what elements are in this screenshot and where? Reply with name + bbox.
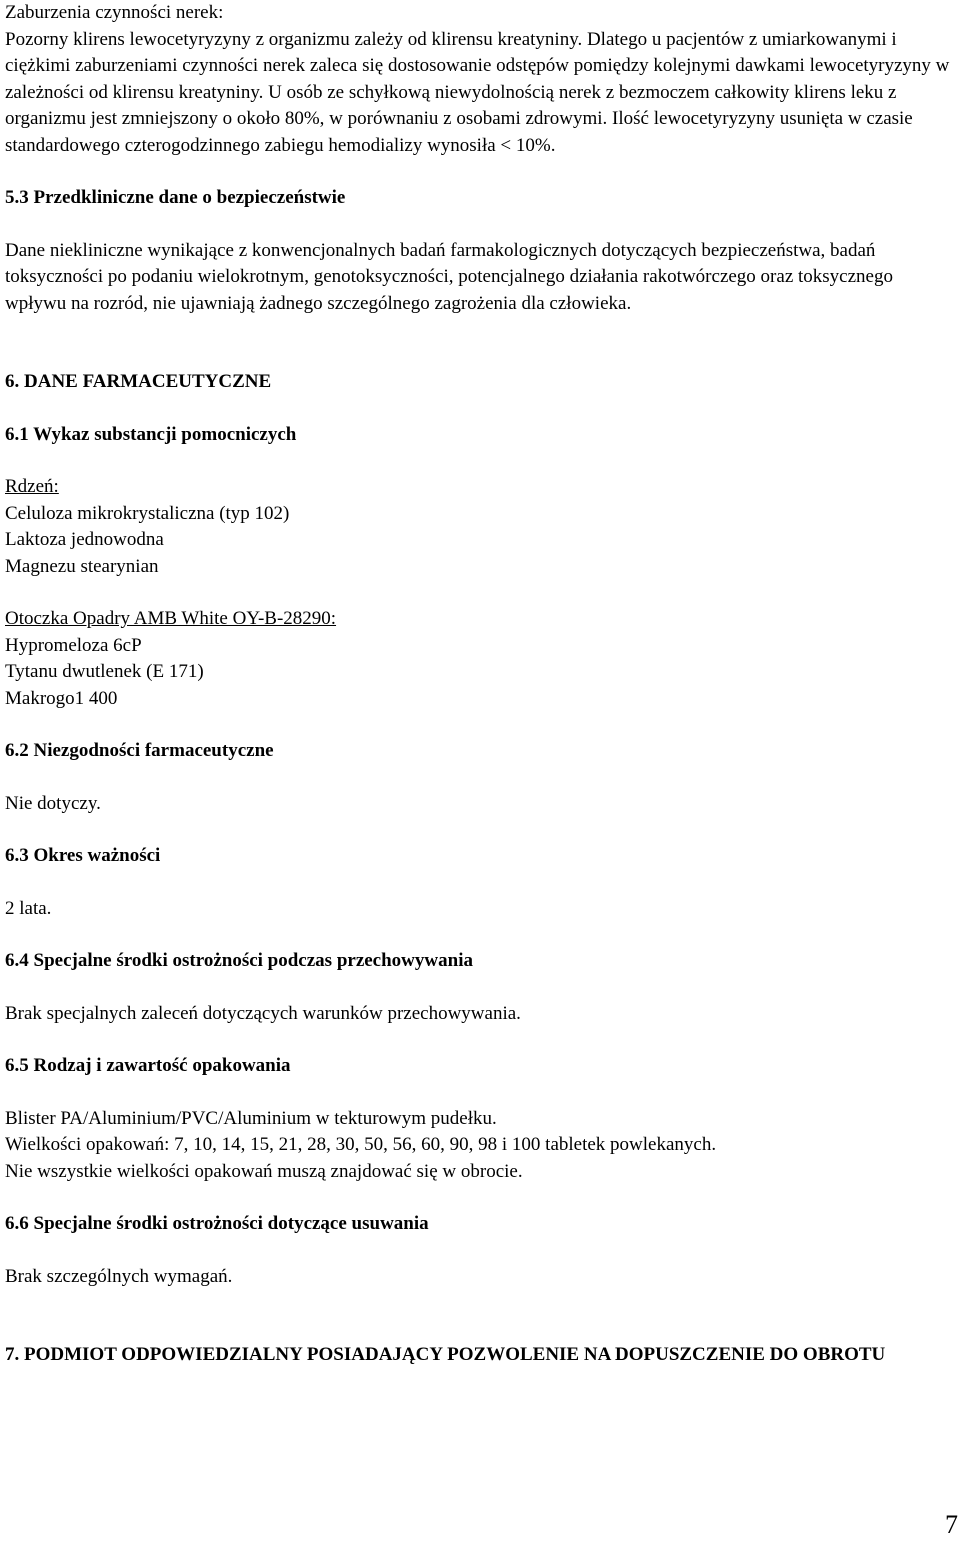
section-6-6-title: 6.6 Specjalne środki ostrożności dotyczące usuwania [5,1213,429,1234]
section-6-5-line: Wielkości opakowań: 7, 10, 14, 15, 21, 28, 30, 50, 56, 60, 90, 98 i 100 tabletek powlekanych. [5,1134,717,1155]
section-6-1-title: 6.1 Wykaz substancji pomocniczych [5,423,297,445]
section-5-3-title: 5.3 Przedkliniczne dane o bezpieczeństwie [5,187,346,208]
section-5-3-text: Dane niekliniczne wynikające z konwencjonalnych badań farmakologicznych dotyczących bezpieczeństwa, badań toksyczności po podaniu wielokrotnym, genotoksyczności, potencjalnego działania rakotwórczego oraz toksycznego wpływu na rozród, nie ujawniają żadnego szczególnego zagrożenia dla człowieka. [5,239,893,314]
section-6-5-line: Nie wszystkie wielkości opakowań muszą znajdować się w obrocie. [5,1160,523,1182]
renal-heading: Zaburzenia czynności nerek: [5,2,224,23]
coating-item: Tytanu dwutlenek (E 171) [5,661,204,682]
coating-item: Hypromeloza 6cP [5,634,142,656]
section-6-title: 6. DANE FARMACEUTYCZNE [5,371,272,392]
core-item: Laktoza jednowodna [5,529,164,550]
coating-label: Otoczka Opadry AMB White OY-B-28290: [5,608,337,629]
section-6-4-title: 6.4 Specjalne środki ostrożności podczas przechowywania [5,950,473,971]
section-6-4-text: Brak specjalnych zaleceń dotyczących warunków przechowywania. [5,1002,521,1024]
section-7-title: 7. PODMIOT ODPOWIEDZIALNY POSIADAJĄCY POZWOLENIE NA DOPUSZCZENIE DO OBROTU [5,1344,886,1365]
document-page [5,0,955,1369]
core-label: Rdzeń: [5,476,59,497]
section-6-5-line: Blister PA/Aluminium/PVC/Aluminium w tekturowym pudełku. [5,1107,497,1129]
section-6-5-title: 6.5 Rodzaj i zawartość opakowania [5,1055,291,1076]
section-6-3-text: 2 lata. [5,897,52,919]
core-item: Magnezu stearynian [5,555,159,577]
section-6-3-title: 6.3 Okres ważności [5,845,161,866]
section-6-2-text: Nie dotyczy. [5,792,101,814]
section-6-2-title: 6.2 Niezgodności farmaceutyczne [5,740,274,761]
section-6-6-text: Brak szczególnych wymagań. [5,1265,233,1287]
core-item: Celuloza mikrokrystaliczna (typ 102) [5,502,290,524]
coating-item: Makrogo1 400 [5,687,118,709]
renal-text: Pozorny klirens lewocetyryzyny z organizmu zależy od klirensu kreatyniny. Dlatego u pacjentów z umiarkowanymi i ciężkimi zaburzeniami czynności nerek zaleca się dostosowanie odstępów pomiędzy kolejnymi dawkami lewocetyryzyny w zależności od klirensu kreatyniny. U osób ze schyłkową niewydolnością nerek z bezmoczem całkowity klirens leku z organizmu jest zmniejszony o około 80%, w porównaniu z osobami zdrowymi. Ilość lewocetyryzyny usunięta w czasie standardowego czterogodzinnego zabiegu hemodializy wynosiła < 10%. [5,28,950,156]
page-number: 7 [945,1510,958,1539]
